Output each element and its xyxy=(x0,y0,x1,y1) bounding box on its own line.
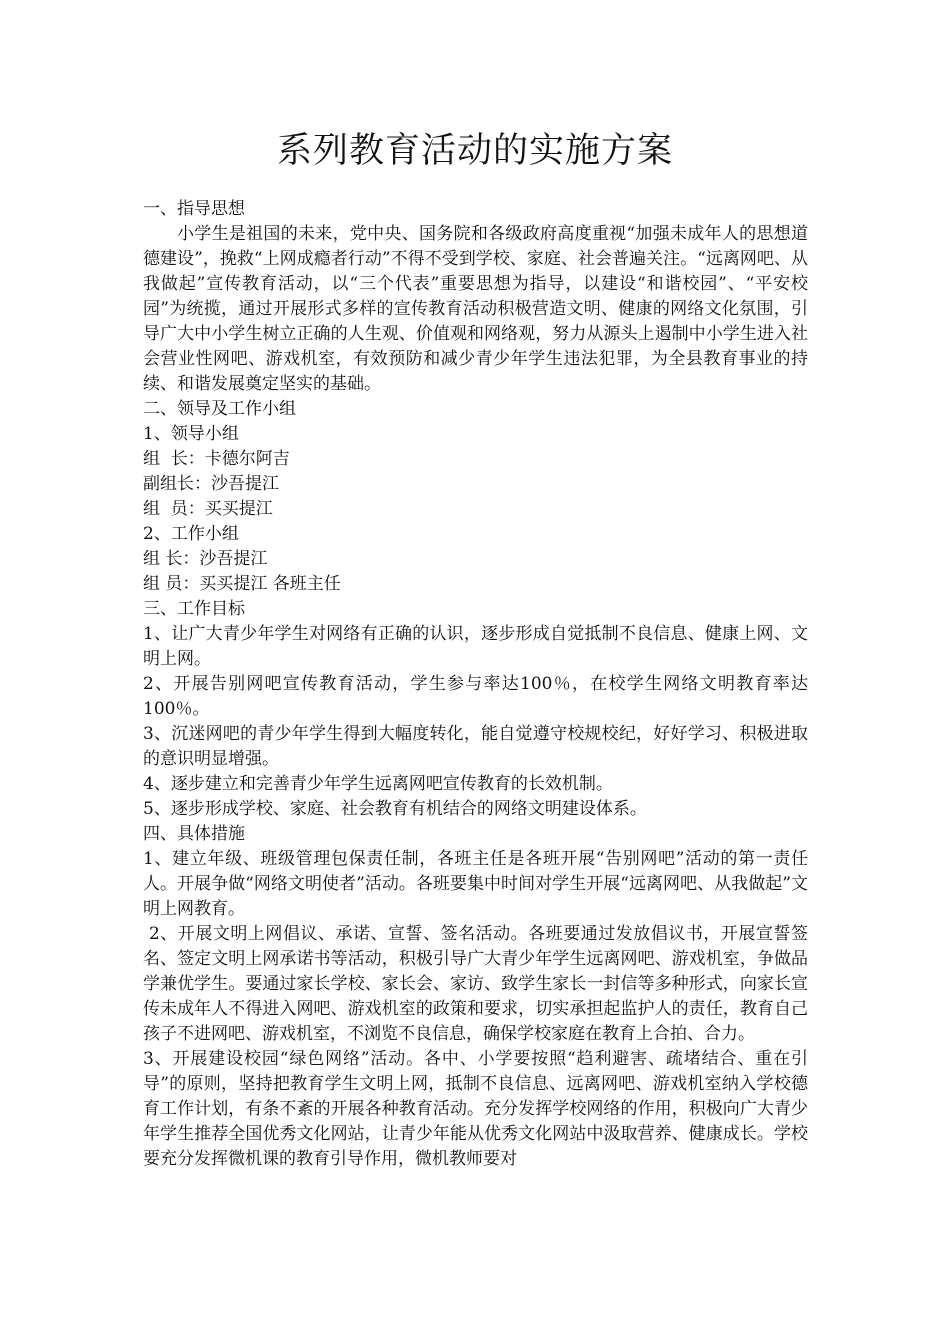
section-heading-guiding-thought: 一、指导思想 xyxy=(143,199,245,219)
goal-item: 3、沉迷网吧的青少年学生得到大幅度转化，能自觉遵守校规校纪，好好学习、积极进取的意识明显增强。 xyxy=(143,724,808,769)
section-heading-leadership: 二、领导及工作小组 xyxy=(143,399,296,419)
working-group-members: 组 员：买买提江 各班主任 xyxy=(143,574,341,594)
section-heading-measures: 四、具体措施 xyxy=(143,824,245,844)
guiding-thought-paragraph: 小学生是祖国的未来，党中央、国务院和各级政府高度重视“加强未成年人的思想道德建设”，挽救“上网成瘾者行动”不得不受到学校、家庭、社会普遍关注。“远离网吧、从我做起”宣传教育活动，以“三个代表”重要思想为指导，以建设“和谐校园”、“平安校园”为统揽，通过开展形式多样的宣传教育活动积极营造文明、健康的网络文化氛围，引导广大中小学生树立正确的人生观、价值观和网络观，努力从源头上遏制中小学生进入社会营业性网吧、游戏机室，有效预防和减少青少年学生违法犯罪，为全县教育事业的持续、和谐发展奠定坚实的基础。 xyxy=(143,224,808,394)
leadership-group-deputy: 副组长：沙吾提江 xyxy=(143,474,279,494)
goal-item: 2、开展告别网吧宣传教育活动，学生参与率达100％，在校学生网络文明教育率达100％。 xyxy=(143,674,808,719)
measure-item: 2、开展文明上网倡议、承诺、宣誓、签名活动。各班要通过发放倡议书，开展宣誓签名、签定文明上网承诺书等活动，积极引导广大青少年学生远离网吧、游戏机室，争做品学兼优学生。要通过家长学校、家长会、家访、致学生家长一封信等多种形式，向家长宣传未成年人不得进入网吧、游戏机室的政策和要求，切实承担起监护人的责任，教育自己孩子不进网吧、游戏机室，不浏览不良信息，确保学校家庭在教育上合拍、合力。 xyxy=(143,924,808,1044)
working-group-heading: 2、工作小组 xyxy=(143,524,239,544)
section-heading-goals: 三、工作目标 xyxy=(143,599,245,619)
document-body xyxy=(143,197,808,1172)
leadership-group-heading: 1、领导小组 xyxy=(143,424,239,444)
leadership-group-leader: 组 长：卡德尔阿吉 xyxy=(143,449,290,469)
working-group-leader: 组 长：沙吾提江 xyxy=(143,549,268,569)
document-title: 系列教育活动的实施方案 xyxy=(276,131,673,171)
measure-item: 1、建立年级、班级管理包保责任制，各班主任是各班开展“告别网吧”活动的第一责任人。开展争做“网络文明使者”活动。各班要集中时间对学生开展“远离网吧、从我做起”文明上网教育。 xyxy=(143,849,808,919)
goal-item: 5、逐步形成学校、家庭、社会教育有机结合的网络文明建设体系。 xyxy=(143,799,647,819)
measure-item: 3、开展建设校园“绿色网络”活动。各中、小学要按照“趋利避害、疏堵结合、重在引导”的原则，坚持把教育学生文明上网，抵制不良信息、远离网吧、游戏机室纳入学校德育工作计划，有条不紊的开展各种教育活动。充分发挥学校网络的作用，积极向广大青少年学生推荐全国优秀文化网站，让青少年能从优秀文化网站中汲取营养、健康成长。学校要充分发挥微机课的教育引导作用，微机教师要对 xyxy=(143,1049,808,1169)
goal-item: 4、逐步建立和完善青少年学生远离网吧宣传教育的长效机制。 xyxy=(143,774,613,794)
leadership-group-member: 组 员：买买提江 xyxy=(143,499,273,519)
goal-item: 1、让广大青少年学生对网络有正确的认识，逐步形成自觉抵制不良信息、健康上网、文明上网。 xyxy=(143,624,808,669)
